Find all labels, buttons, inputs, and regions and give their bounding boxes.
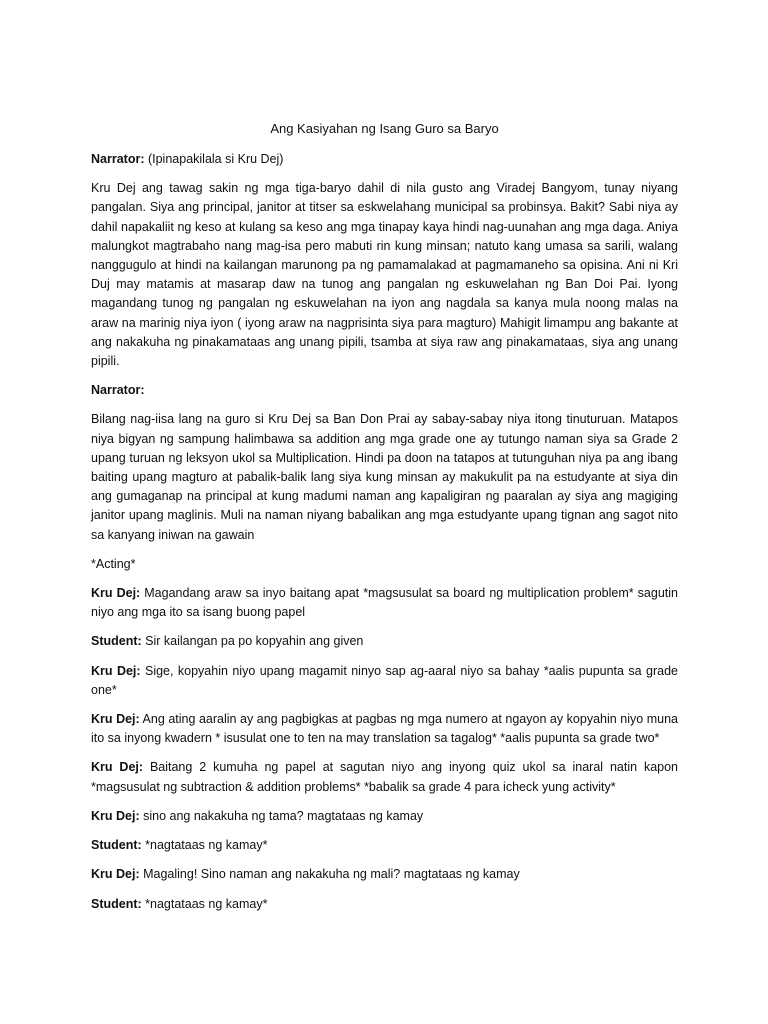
dialogue-line [91,836,678,855]
speaker-label: Narrator: [91,152,145,166]
dialogue-line [91,758,678,796]
dialogue-line [91,150,678,169]
document-page [91,120,678,924]
speaker-label: Student: [91,634,142,649]
dialogue-line [91,865,678,884]
line-text: *Acting* [91,556,136,571]
stage-direction [91,555,678,574]
speaker-label: Student: [91,838,142,853]
narration-paragraph [91,179,678,371]
speaker-label: Narrator: [91,383,145,398]
dialogue-line [91,381,678,400]
line-text: Bilang nag-iisa lang na guro si Kru Dej sa Ban Don Prai ay sabay-sabay niya itong tinuturuan. Matapos niya bigyan ng sampung halimbawa sa addition ang mga grade one ay tutungo naman siya sa Grade 2 upang turuan ng leksyon ukol sa Multiplication. Hindi pa doon na tatapos at tutunguhan niya pa ang ibang baiting upang magturo at pabalik-balik lang siya kung minsan ay makukulit pa na estudyante at siya din ang gumaganap na principal at kung madumi naman ang kapaligiran ng paaralan ay siya ang magiging janitor upang maglinis. Muli na naman niyang babalikan ang mga estudyante upang tignan ang sagot nito sa kanyang iniwan na gawain [91,412,678,542]
line-text: Ang ating aaralin ay ang pagbigkas at pagbas ng mga numero at ngayon ay kopyahin niyo muna ito sa inyong kwadern * isusulat one to ten na may translation sa tagalog* *aalis pupunta sa grade two* [91,712,678,746]
line-text: *nagtataas ng kamay* [141,838,268,853]
dialogue-line [91,662,678,700]
document-title: Ang Kasiyahan ng Isang Guro sa Baryo [270,121,499,136]
speaker-label: Kru Dej: [91,663,141,678]
line-text: Magandang araw sa inyo baitang apat *magsusulat sa board ng multiplication problem* sagutin niyo ang mga ito sa isang buong papel [91,586,678,620]
line-text: Sir kailangan pa po kopyahin ang given [141,634,364,649]
line-text: *nagtataas ng kamay* [141,896,268,911]
line-text: Baitang 2 kumuha ng papel at sagutan niyo ang inyong quiz ukol sa inaral natin kapon *magsusulat ng subtraction & addition problems* *babalik sa grade 4 para icheck yung activity* [91,760,678,794]
speaker-label: Kru Dej: [91,808,140,823]
dialogue-line [91,710,678,748]
line-text: Kru Dej ang tawag sakin ng mga tiga-baryo dahil di nila gusto ang Viradej Bangyom, tunay niyang pangalan. Siya ang principal, janitor at titser sa eskwelahang municipal sa probinsya. Bakit? Sabi niya ay dahil napakaliit ng keso at kulang sa keso ang mga tinapay kaya hindi nag-uunahan ang mga daga. Aniya malungkot magtrabaho nang mag-isa pero mabuti rin kung minsan; natuto kang umasa sa sarili, walang nanggugulo at hindi na kailangan marunong pa ng pamamalakad at pagmamaneho sa opisina. Ani ni Kri Duj may matamis at masarap daw na tunog ang pangalan ng eskuwelahan ng Ban Doi Pai. Iyong magandang tunog ng pangalan ng eskuwelahan na iyon ang nagdala sa kanya mula noong malas na araw na marinig niya iyon ( iyong araw na nagprisinta siya para magturo) Mahigit limampu ang bakante at ang nakakuha ng pinakamataas ang unang pipili, tsamba at siya raw ang pinakamataas, siya ang unang pipili. [91,181,678,369]
line-text: Sige, kopyahin niyo upang magamit ninyo sap ag-aaral niyo sa bahay *aalis pupunta sa grade one* [91,663,678,697]
dialogue-line [91,807,678,826]
speaker-label: Kru Dej: [91,586,141,601]
speaker-label: Kru Dej: [91,760,144,775]
dialogue-line [91,632,678,651]
speaker-label: Kru Dej: [91,712,140,727]
speaker-label: Kru Dej: [91,867,140,882]
dialogue-line [91,895,678,914]
narration-paragraph [91,410,678,544]
line-text: (Ipinapakilala si Kru Dej) [144,152,284,166]
line-text: sino ang nakakuha ng tama? magtataas ng kamay [139,808,424,823]
dialogue-line [91,584,678,622]
speaker-label: Student: [91,896,142,911]
line-text: Magaling! Sino naman ang nakakuha ng mali? magtataas ng kamay [139,867,520,882]
